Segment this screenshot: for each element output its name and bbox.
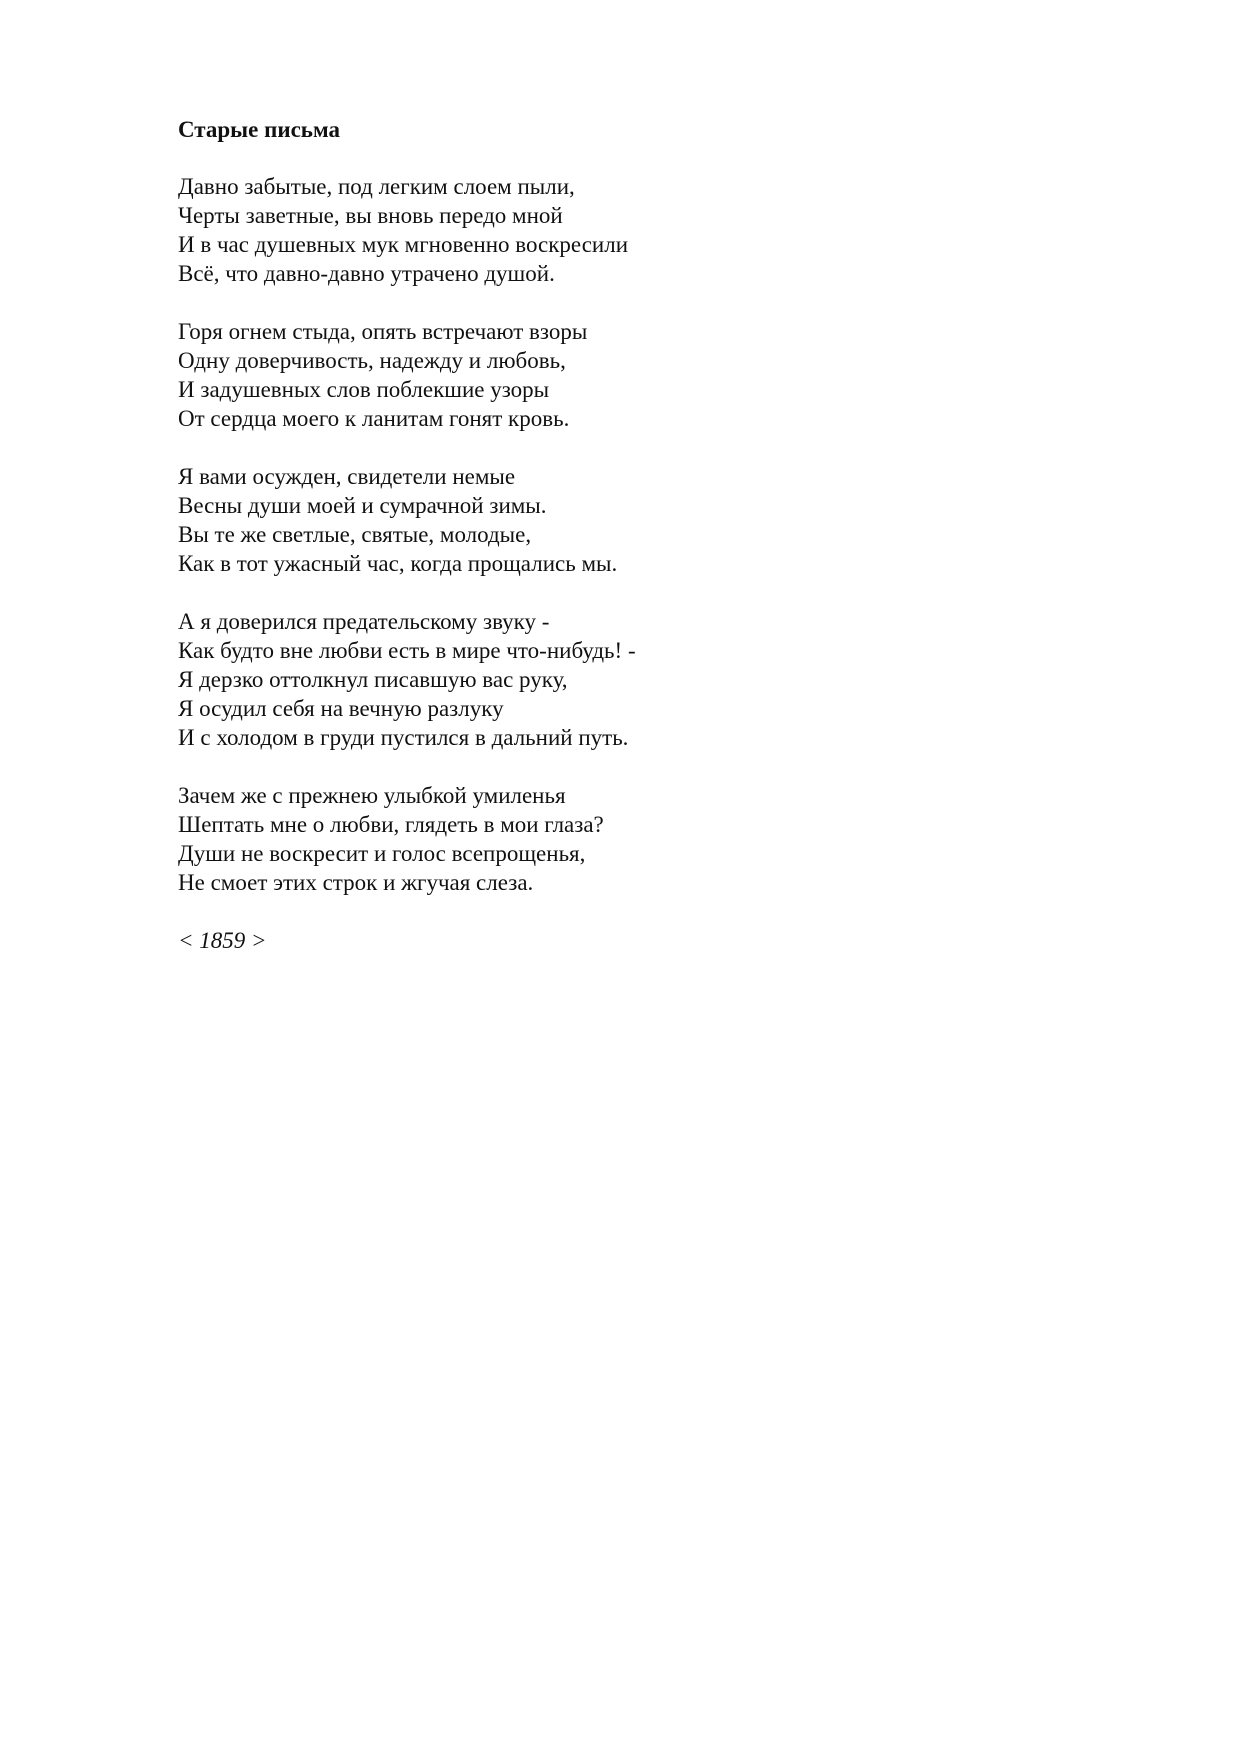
poem-line: И в час душевных мук мгновенно воскресили: [178, 232, 629, 257]
poem-line: Как в тот ужасный час, когда прощались мы.: [178, 551, 618, 576]
poem-line: Одну доверчивость, надежду и любовь,: [178, 348, 566, 373]
poem-line: И задушевных слов поблекшие узоры: [178, 377, 550, 402]
poem-body: [178, 116, 1078, 955]
poem-line: Я осудил себя на вечную разлуку: [178, 696, 504, 721]
poem-line: Как будто вне любви есть в мире что-нибудь! -: [178, 638, 636, 663]
poem-line: Я вами осужден, свидетели немые: [178, 464, 516, 489]
poem-line: Зачем же с прежнею улыбкой умиленья: [178, 783, 566, 808]
poem-line: Черты заветные, вы вновь передо мной: [178, 203, 563, 228]
poem-line: Шептать мне о любви, глядеть в мои глаза?: [178, 812, 604, 837]
poem-line: Вы те же светлые, святые, молодые,: [178, 522, 532, 547]
poem-line: И с холодом в груди пустился в дальний путь.: [178, 725, 629, 750]
poem-line: Всё, что давно-давно утрачено душой.: [178, 261, 555, 286]
poem-line: Весны души моей и сумрачной зимы.: [178, 493, 547, 518]
poem-date: < 1859 >: [178, 928, 267, 953]
stanza-3: [178, 462, 1078, 578]
poem-line: Не смоет этих строк и жгучая слеза.: [178, 870, 534, 895]
stanza-5: [178, 781, 1078, 897]
stanza-1: [178, 172, 1078, 288]
stanza-2: [178, 317, 1078, 433]
poem-line: Давно забытые, под легким слоем пыли,: [178, 174, 575, 199]
poem-line: А я доверился предательскому звуку -: [178, 609, 550, 634]
poem-line: Горя огнем стыда, опять встречают взоры: [178, 319, 588, 344]
poem-line: Я дерзко оттолкнул писавшую вас руку,: [178, 667, 568, 692]
poem-line: От сердца моего к ланитам гонят кровь.: [178, 406, 570, 431]
stanza-4: [178, 607, 1078, 752]
poem-title: Старые письма: [178, 117, 340, 142]
poem-line: Души не воскресит и голос всепрощенья,: [178, 841, 586, 866]
